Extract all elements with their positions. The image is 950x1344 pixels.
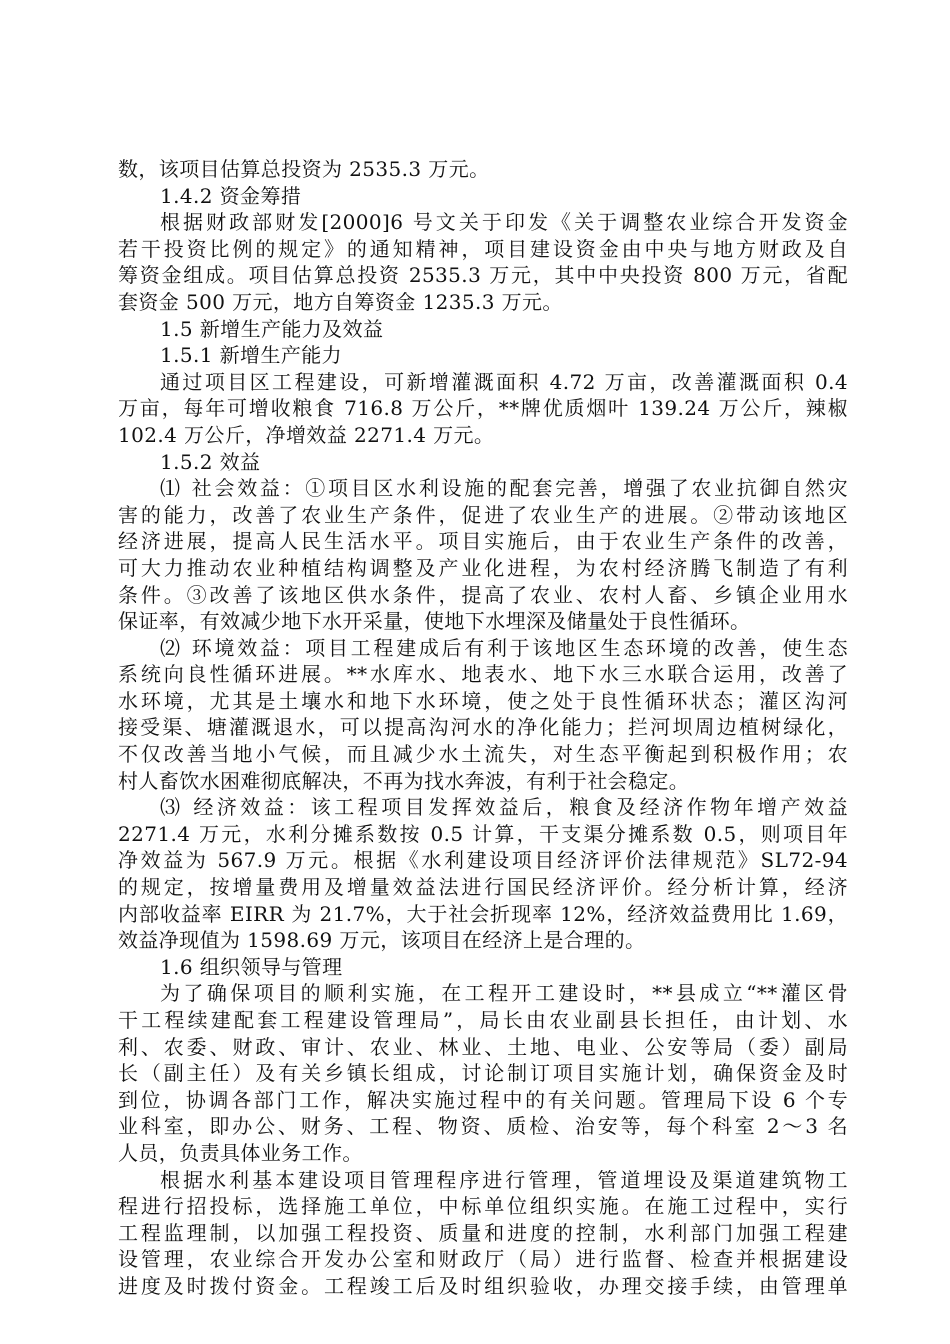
text-line: 若干投资比例的规定》的通知精神，项目建设资金由中央与地方财政及自 [118,236,848,261]
text-line: 经济进展，提高人民生活水平。项目实施后，由于农业生产条件的改善， [118,529,848,554]
text-line: 保证率，有效减少地下水开采量，使地下水埋深及储量处于良性循环。 [118,609,751,634]
text-line: 万亩，每年可增收粮食 716.8 万公斤，**牌优质烟叶 139.24 万公斤，辣椒 [118,396,848,421]
text-line: 进度及时拨付资金。工程竣工后及时组织验收，办理交接手续，由管理单 [118,1273,848,1298]
text-line: 害的能力，改善了农业生产条件，促进了农业生产的进展。②带动该地区 [118,502,848,527]
section-heading: 1.5 新增生产能力及效益 [160,316,384,341]
text-line: 工程监理制，以加强工程投资、质量和进度的控制，水利部门加强工程建 [118,1220,848,1245]
text-line: ⑵ 环境效益：项目工程建成后有利于该地区生态环境的改善，使生态 [160,635,848,660]
text-line: 长（副主任）及有关乡镇长组成，讨论制订项目实施计划，确保资金及时 [118,1061,848,1086]
text-line: 根据水利基本建设项目管理程序进行管理，管道埋设及渠道建筑物工 [160,1167,848,1192]
section-heading: 1.4.2 资金筹措 [160,183,302,208]
section-heading: 1.5.2 效益 [160,449,261,474]
text-line: 人员，负责具体业务工作。 [118,1140,363,1165]
text-line: 设管理，农业综合开发办公室和财政厅（局）进行监督、检查并根据建设 [118,1247,848,1272]
text-line: 通过项目区工程建设，可新增灌溉面积 4.72 万亩，改善灌溉面积 0.4 [160,369,848,394]
text-line: 系统向良性循环进展。**水库水、地表水、地下水三水联合运用，改善了 [118,662,848,687]
text-line: ⑴ 社会效益：①项目区水利设施的配套完善，增强了农业抗御自然灾 [160,476,848,501]
text-line: 水环境，尤其是土壤水和地下水环境，使之处于良性循环状态；灌区沟河 [118,688,848,713]
text-line: 数，该项目估算总投资为 2535.3 万元。 [118,157,490,181]
text-line: ⑶ 经济效益：该工程项目发挥效益后，粮食及经济作物年增产效益 [160,795,848,820]
text-line: 可大力推动农业种植结构调整及产业化进程，为农村经济腾飞制造了有利 [118,555,848,580]
text-line: 为了确保项目的顺利实施，在工程开工建设时，**县成立“**灌区骨 [160,981,848,1006]
text-line: 程进行招投标，选择施工单位，中标单位组织实施。在施工过程中，实行 [118,1194,848,1219]
text-line: 根据财政部财发[2000]6 号文关于印发《关于调整农业综合开发资金 [160,210,848,235]
section-heading: 1.6 组织领导与管理 [160,954,343,979]
text-line: 套资金 500 万元，地方自筹资金 1235.3 万元。 [118,289,563,314]
text-line: 净效益为 567.9 万元。根据《水利建设项目经济评价法律规范》SL72-94 [118,848,848,873]
section-heading: 1.5.1 新增生产能力 [160,343,343,368]
text-line: 条件。③改善了该地区供水条件，提高了农业、农村人畜、乡镇企业用水 [118,582,848,607]
body-text [118,156,848,1300]
text-line: 村人畜饮水困难彻底解决，不再为找水奔波，有利于社会稳定。 [118,768,690,793]
text-line: 业科室，即办公、财务、工程、物资、质检、治安等，每个科室 2～3 名 [118,1114,848,1139]
text-line: 筹资金组成。项目估算总投资 2535.3 万元，其中中央投资 800 万元，省配 [118,263,848,288]
text-line: 效益净现值为 1598.69 万元，该项目在经济上是合理的。 [118,928,646,953]
text-line: 2271.4 万元，水利分摊系数按 0.5 计算，干支渠分摊系数 0.5，则项目年 [118,821,848,846]
text-line: 干工程续建配套工程建设管理局”，局长由农业副县长担任，由计划、水 [118,1008,848,1032]
text-line: 利、农委、财政、审计、农业、林业、土地、电业、公安等局（委）副局 [118,1034,848,1059]
text-line: 不仅改善当地小气候，而且减少水土流失，对生态平衡起到积极作用；农 [118,742,848,767]
text-line: 到位，协调各部门工作，解决实施过程中的有关问题。管理局下设 6 个专 [118,1087,848,1112]
text-line: 内部收益率 EIRR 为 21.7%，大于社会折现率 12%，经济效益费用比 1.69， [118,901,848,926]
text-line: 接受渠、塘灌溉退水，可以提高沟河水的净化能力；拦河坝周边植树绿化， [118,715,848,740]
text-line: 的规定，按增量费用及增量效益法进行国民经济评价。经分析计算，经济 [118,875,848,900]
text-line: 102.4 万公斤，净增效益 2271.4 万元。 [118,422,495,447]
